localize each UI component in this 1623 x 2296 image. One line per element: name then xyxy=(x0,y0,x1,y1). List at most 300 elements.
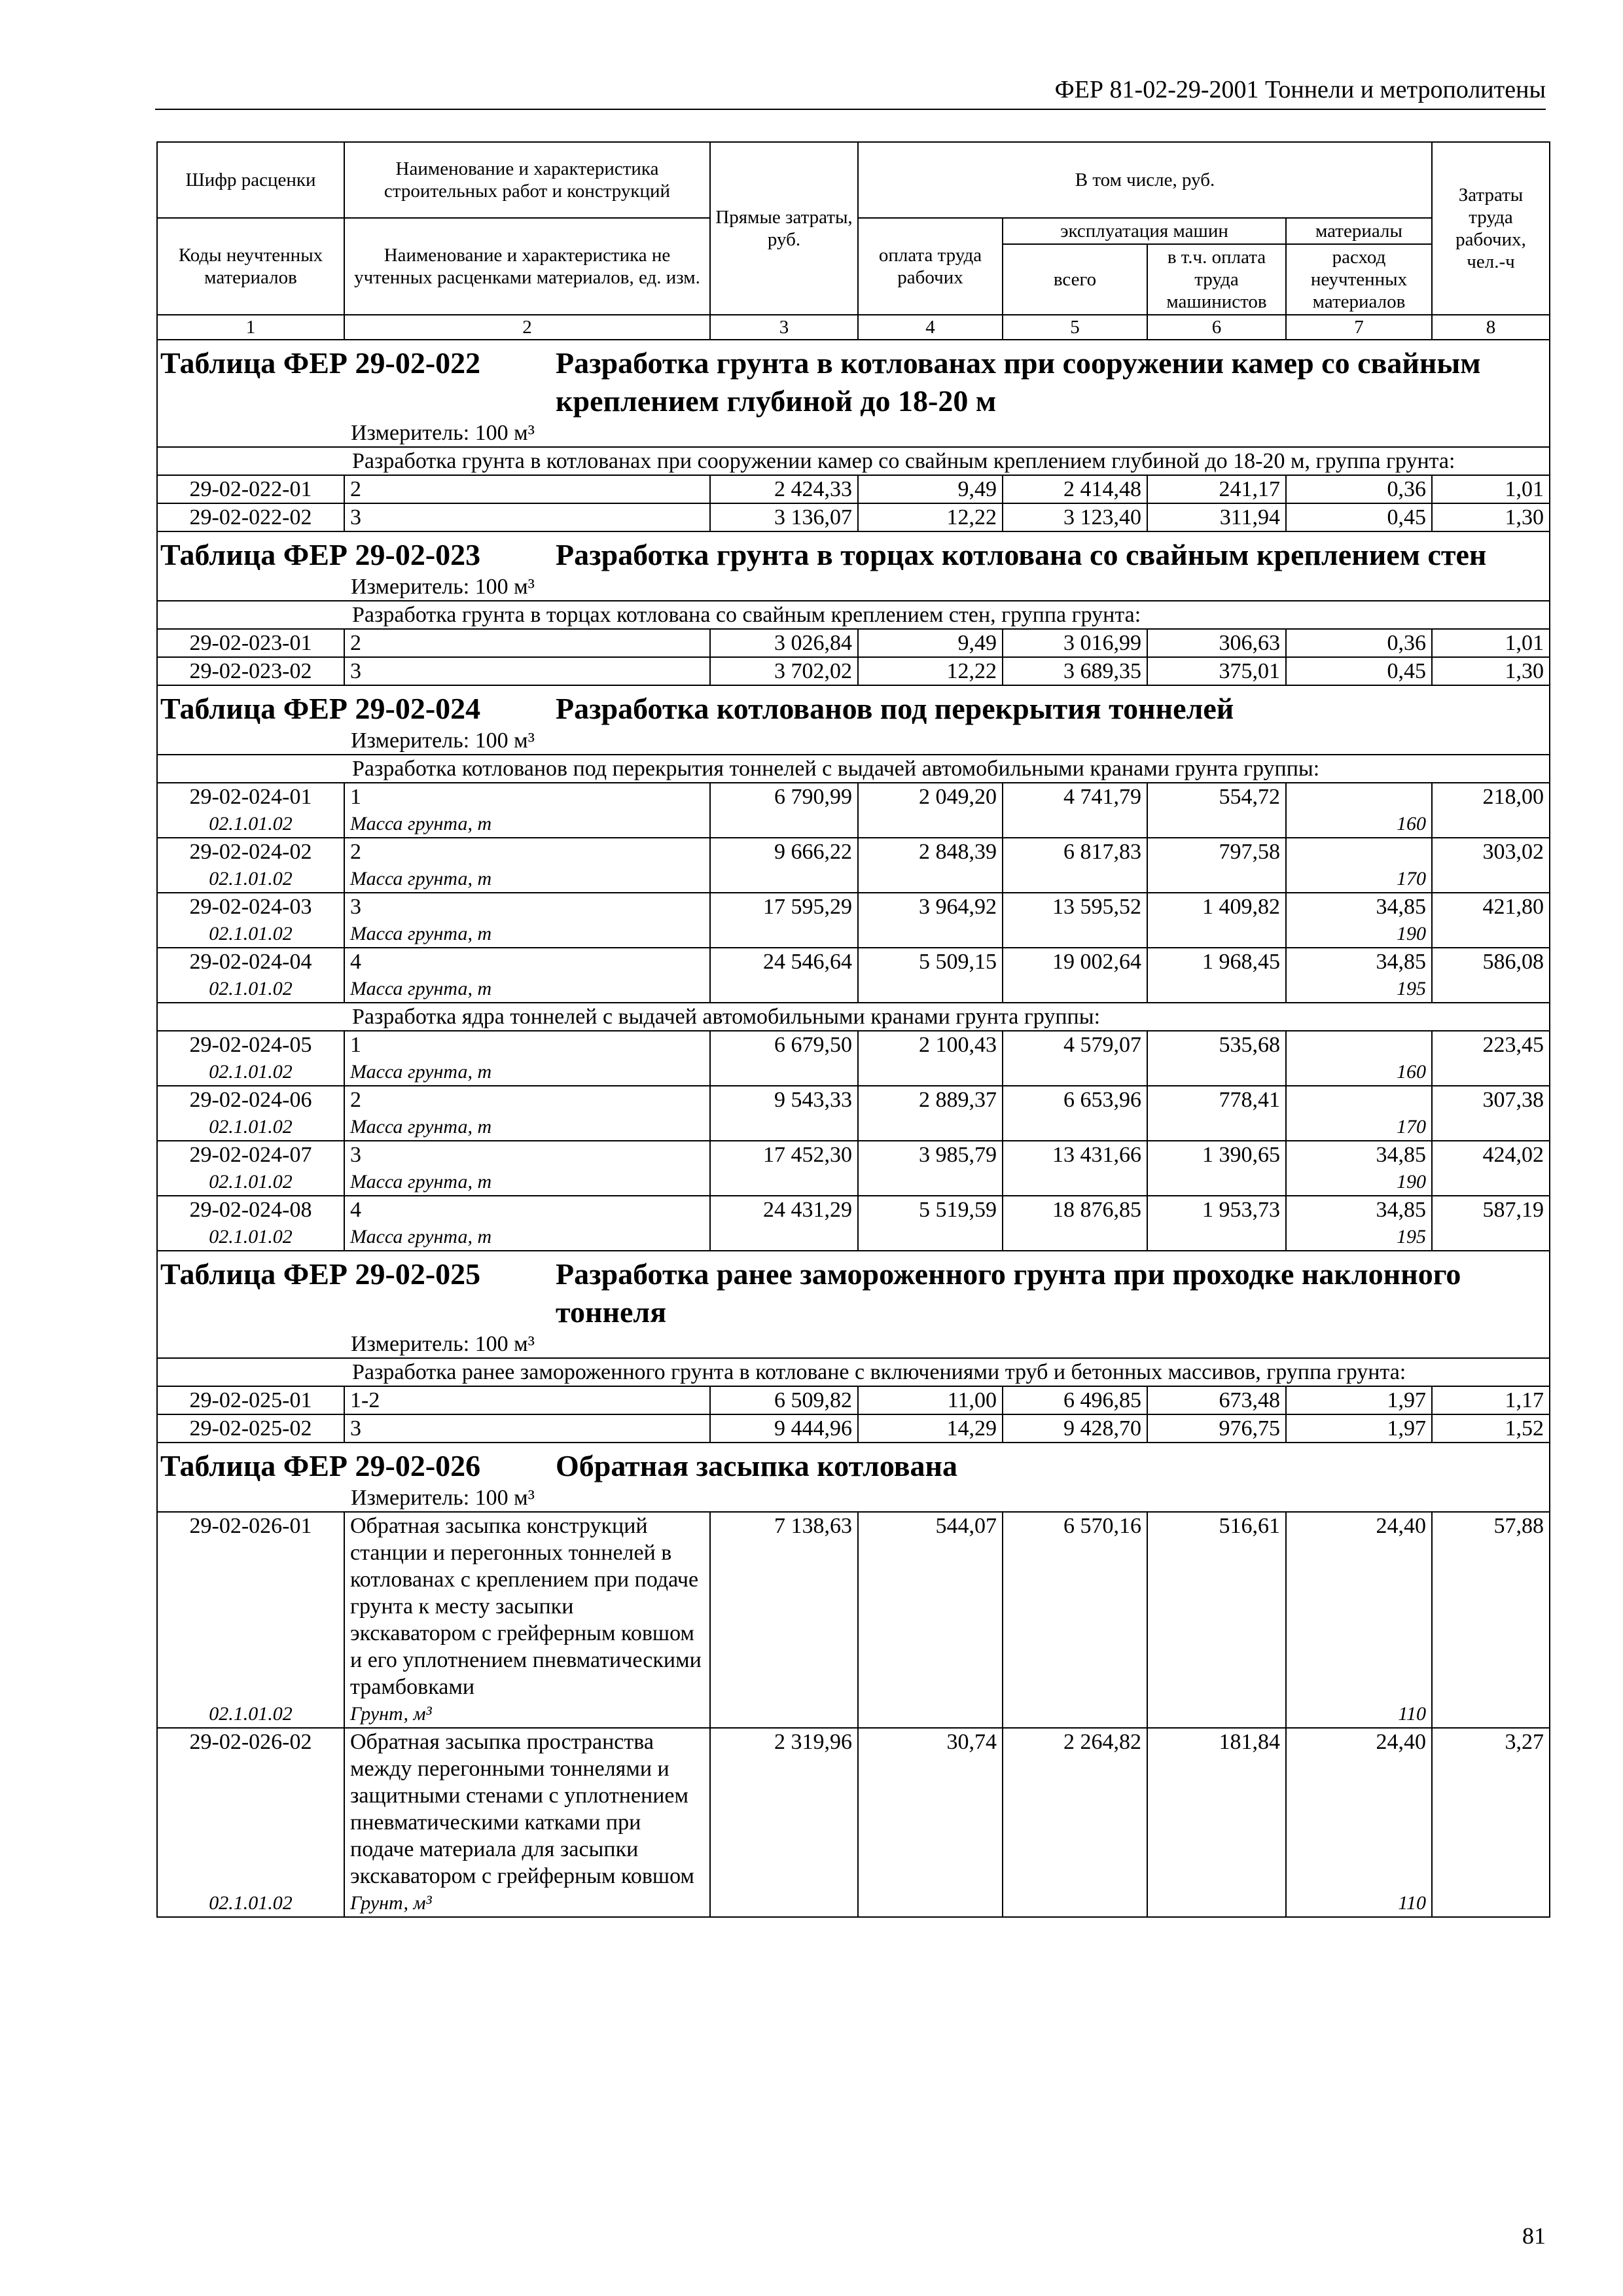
value-col-6-value: 1 409,82 xyxy=(1202,895,1280,919)
cell-content xyxy=(1153,1196,1280,1250)
value-col-8-value: 223,45 xyxy=(1482,1033,1544,1057)
col-header-material-names: Наименование и характеристика не учтенных расценками материалов, ед. изм. xyxy=(344,218,710,315)
table-title: Разработка ранее замороженного грунта при проходке наклонного тоннеля xyxy=(556,1257,1461,1329)
cell-content xyxy=(163,630,338,656)
section-title-row xyxy=(157,531,1550,601)
value-col-7 xyxy=(1286,1196,1432,1251)
col-header-machines-total: всего xyxy=(1003,244,1147,315)
cell-content xyxy=(716,1196,852,1250)
value-col-5-value: 3 689,35 xyxy=(1063,659,1141,683)
col-header-machinist-wages: в т.ч. оплата труда машинистов xyxy=(1147,244,1286,315)
work-name xyxy=(344,503,710,531)
cell-content xyxy=(1438,1387,1544,1414)
work-name-value: 3 xyxy=(350,1143,361,1167)
value-col-6 xyxy=(1147,629,1286,657)
cell-content xyxy=(716,1729,852,1916)
value-col-7-value: 34,85 xyxy=(1376,1143,1426,1167)
value-col-7 xyxy=(1286,1728,1432,1917)
value-col-7-value: 0,45 xyxy=(1387,505,1426,529)
cell-content xyxy=(163,476,338,503)
value-col-7-material: 195 xyxy=(1397,978,1426,999)
cell-content xyxy=(864,1086,997,1140)
value-col-6-value: 797,58 xyxy=(1219,840,1280,864)
work-name xyxy=(344,1414,710,1443)
rate-code-material: 02.1.01.02 xyxy=(209,1892,293,1914)
cell-content xyxy=(163,1141,338,1195)
cell-content xyxy=(716,1513,852,1727)
cell-content xyxy=(1438,1141,1544,1195)
rate-code-value: 29-02-025-01 xyxy=(189,1388,312,1412)
measure-unit: Измеритель: 100 м³ xyxy=(351,421,535,445)
value-col-3 xyxy=(710,1728,858,1917)
value-col-8-value: 1,52 xyxy=(1505,1416,1544,1441)
work-name-value: 2 xyxy=(350,1088,361,1112)
rate-code-value: 29-02-024-03 xyxy=(189,895,312,919)
rate-code-material: 02.1.01.02 xyxy=(209,1171,293,1193)
col-header-materials: материалы xyxy=(1286,218,1432,244)
value-col-6-value: 241,17 xyxy=(1219,477,1280,501)
work-name-value: 4 xyxy=(350,1198,361,1222)
cell-content xyxy=(350,1513,704,1727)
rate-code xyxy=(157,948,344,1003)
value-col-6-value: 1 968,45 xyxy=(1202,950,1280,974)
section-title-row xyxy=(157,1251,1550,1358)
value-col-7-material: 170 xyxy=(1397,868,1426,889)
value-col-4 xyxy=(858,475,1003,503)
cell-content xyxy=(163,1387,338,1414)
section-heading xyxy=(160,536,1546,574)
value-col-3-value: 17 452,30 xyxy=(763,1143,852,1167)
value-col-5-value: 3 123,40 xyxy=(1063,505,1141,529)
work-name-value: Обратная засыпка конструкций станции и перегонных тоннелей в котлованах с креплением при подаче грунта к месту засыпки экскаватором с грейферным ковшом и его уплотнением пневматическими трамбовками xyxy=(350,1514,702,1699)
value-col-3-value: 3 026,84 xyxy=(774,631,852,655)
value-col-8 xyxy=(1432,783,1550,838)
value-col-5 xyxy=(1003,657,1147,685)
value-col-6 xyxy=(1147,1196,1286,1251)
rate-code xyxy=(157,1031,344,1086)
cell-content xyxy=(864,1196,997,1250)
value-col-7 xyxy=(1286,893,1432,948)
value-col-7-material: 170 xyxy=(1397,1116,1426,1138)
cell-content xyxy=(163,838,338,892)
value-col-4-value: 2 889,37 xyxy=(919,1088,997,1112)
price-table xyxy=(156,141,1550,1918)
value-col-3-value: 2 424,33 xyxy=(774,477,852,501)
value-col-4-value: 14,29 xyxy=(946,1416,997,1441)
cell-content xyxy=(864,893,997,947)
value-col-4 xyxy=(858,1141,1003,1196)
value-col-7 xyxy=(1286,1086,1432,1141)
table-code: Таблица ФЕР 29-02-023 xyxy=(160,538,481,571)
running-header: ФЕР 81-02-29-2001 Тоннели и метрополитены xyxy=(155,73,1546,110)
value-col-8-value: 218,00 xyxy=(1482,785,1544,809)
work-name-material: Масса грунта, т xyxy=(350,1171,492,1193)
cell-content xyxy=(1153,1086,1280,1140)
value-col-3-value: 7 138,63 xyxy=(774,1514,852,1538)
cell-content xyxy=(716,1141,852,1195)
cell-content xyxy=(1153,1729,1280,1916)
value-col-6 xyxy=(1147,783,1286,838)
cell-content xyxy=(1008,783,1141,837)
value-col-7 xyxy=(1286,1031,1432,1086)
cell-content xyxy=(163,893,338,947)
cell-content xyxy=(864,1387,997,1414)
work-name xyxy=(344,1031,710,1086)
cell-content xyxy=(1008,893,1141,947)
col-header-material-usage: расход неучтенных материалов xyxy=(1286,244,1432,315)
value-col-6 xyxy=(1147,475,1286,503)
rate-code xyxy=(157,1512,344,1728)
value-col-6-value: 976,75 xyxy=(1219,1416,1280,1441)
cell-content xyxy=(163,948,338,1002)
cell-content xyxy=(350,476,704,503)
cell-content xyxy=(1292,1086,1426,1140)
value-col-8-value: 424,02 xyxy=(1482,1143,1544,1167)
value-col-4 xyxy=(858,1086,1003,1141)
work-name-value: 3 xyxy=(350,1416,361,1441)
work-name xyxy=(344,629,710,657)
cell-content xyxy=(1438,783,1544,837)
value-col-5-value: 6 496,85 xyxy=(1063,1388,1141,1412)
work-name xyxy=(344,1728,710,1917)
value-col-4-value: 30,74 xyxy=(946,1730,997,1754)
cell-content xyxy=(1008,1729,1141,1916)
value-col-8 xyxy=(1432,657,1550,685)
value-col-5 xyxy=(1003,948,1147,1003)
value-col-5 xyxy=(1003,1512,1147,1728)
cell-content xyxy=(163,1086,338,1140)
cell-content xyxy=(1438,1729,1544,1916)
rate-code-value: 29-02-024-08 xyxy=(189,1198,312,1222)
value-col-3-value: 24 431,29 xyxy=(763,1198,852,1222)
value-col-3-value: 3 702,02 xyxy=(774,659,852,683)
work-name-material: Грунт, м³ xyxy=(350,1703,432,1725)
value-col-6 xyxy=(1147,1728,1286,1917)
value-col-7-value: 1,97 xyxy=(1387,1388,1426,1412)
cell-content xyxy=(1153,1141,1280,1195)
cell-content xyxy=(1008,948,1141,1002)
value-col-5 xyxy=(1003,783,1147,838)
value-col-5-value: 9 428,70 xyxy=(1063,1416,1141,1441)
cell-content xyxy=(716,1086,852,1140)
cell-content xyxy=(864,630,997,656)
cell-content xyxy=(350,783,704,837)
rate-code-material: 02.1.01.02 xyxy=(209,868,293,889)
rate-code-material: 02.1.01.02 xyxy=(209,1116,293,1138)
value-col-6-value: 516,61 xyxy=(1219,1514,1280,1538)
value-col-8 xyxy=(1432,1141,1550,1196)
col-header-code: Шифр расценки xyxy=(157,142,344,218)
section-heading xyxy=(160,1447,1546,1485)
cell-content xyxy=(1008,658,1141,685)
rate-code xyxy=(157,893,344,948)
value-col-8-value: 1,01 xyxy=(1505,631,1544,655)
cell-content xyxy=(864,838,997,892)
cell-content xyxy=(1292,948,1426,1002)
cell-content xyxy=(716,893,852,947)
section-heading xyxy=(160,690,1546,728)
value-col-4 xyxy=(858,783,1003,838)
table-row xyxy=(157,503,1550,531)
value-col-7-material: 190 xyxy=(1397,1171,1426,1193)
value-col-7-value: 34,85 xyxy=(1376,1198,1426,1222)
work-name xyxy=(344,948,710,1003)
cell-content xyxy=(350,838,704,892)
value-col-6-value: 535,68 xyxy=(1219,1033,1280,1057)
work-name-value: 2 xyxy=(350,631,361,655)
cell-content xyxy=(163,1513,338,1727)
rate-code-value: 29-02-023-01 xyxy=(189,631,312,655)
value-col-8 xyxy=(1432,838,1550,893)
table-row xyxy=(157,475,1550,503)
value-col-7-value: 34,85 xyxy=(1376,950,1426,974)
value-col-3 xyxy=(710,1196,858,1251)
rate-code-value: 29-02-024-04 xyxy=(189,950,312,974)
column-number: 7 xyxy=(1286,315,1432,340)
value-col-6 xyxy=(1147,1141,1286,1196)
value-col-5 xyxy=(1003,1414,1147,1443)
value-col-5-value: 6 653,96 xyxy=(1063,1088,1141,1112)
work-name-value: 1-2 xyxy=(350,1388,380,1412)
value-col-7-material: 195 xyxy=(1397,1226,1426,1247)
table-row xyxy=(157,783,1550,838)
rate-code xyxy=(157,657,344,685)
cell-content xyxy=(1292,1196,1426,1250)
value-col-3 xyxy=(710,893,858,948)
value-col-4-value: 2 848,39 xyxy=(919,840,997,864)
cell-content xyxy=(864,1031,997,1085)
work-name xyxy=(344,1512,710,1728)
cell-content xyxy=(864,504,997,531)
value-col-6-value: 306,63 xyxy=(1219,631,1280,655)
column-number: 5 xyxy=(1003,315,1147,340)
section-title-cell xyxy=(157,531,1550,601)
cell-content xyxy=(1438,630,1544,656)
rate-code-material: 02.1.01.02 xyxy=(209,1703,293,1725)
rate-code-value: 29-02-024-05 xyxy=(189,1033,312,1057)
column-number: 4 xyxy=(858,315,1003,340)
rate-code xyxy=(157,1196,344,1251)
value-col-4-value: 544,07 xyxy=(935,1514,997,1538)
rate-code xyxy=(157,629,344,657)
value-col-3-value: 6 509,82 xyxy=(774,1388,852,1412)
work-name-material: Масса грунта, т xyxy=(350,868,492,889)
cell-content xyxy=(716,1387,852,1414)
cell-content xyxy=(1008,1387,1141,1414)
value-col-3 xyxy=(710,838,858,893)
value-col-3 xyxy=(710,475,858,503)
value-col-8 xyxy=(1432,1031,1550,1086)
value-col-5 xyxy=(1003,1728,1147,1917)
work-name-material: Масса грунта, т xyxy=(350,1061,492,1083)
group-description-row xyxy=(157,1003,1550,1031)
value-col-7 xyxy=(1286,948,1432,1003)
work-name-value: 2 xyxy=(350,840,361,864)
measure-unit: Измеритель: 100 м³ xyxy=(351,728,535,753)
col-header-material-codes: Коды неучтенных материалов xyxy=(157,218,344,315)
value-col-6 xyxy=(1147,1414,1286,1443)
cell-content xyxy=(1438,658,1544,685)
value-col-6-value: 554,72 xyxy=(1219,785,1280,809)
cell-content xyxy=(1292,893,1426,947)
value-col-4-value: 3 985,79 xyxy=(919,1143,997,1167)
value-col-7 xyxy=(1286,503,1432,531)
table-title: Разработка грунта в котлованах при сооружении камер со свайным креплением глубиной до 18-20 м xyxy=(556,346,1481,418)
value-col-4-value: 5 519,59 xyxy=(919,1198,997,1222)
work-name-value: 2 xyxy=(350,477,361,501)
group-description: Разработка грунта в котлованах при сооружении камер со свайным креплением глубиной до 18-20 м, группа грунта: xyxy=(157,447,1550,475)
value-col-7 xyxy=(1286,629,1432,657)
work-name xyxy=(344,838,710,893)
value-col-8-value: 587,19 xyxy=(1482,1198,1544,1222)
value-col-8-value: 1,17 xyxy=(1505,1388,1544,1412)
value-col-6 xyxy=(1147,948,1286,1003)
col-header-including: В том числе, руб. xyxy=(858,142,1432,218)
cell-content xyxy=(350,1086,704,1140)
value-col-5 xyxy=(1003,1196,1147,1251)
col-header-wages: оплата труда рабочих xyxy=(858,218,1003,315)
value-col-4-value: 5 509,15 xyxy=(919,950,997,974)
cell-content xyxy=(864,1141,997,1195)
group-description-row xyxy=(157,601,1550,629)
value-col-7 xyxy=(1286,1512,1432,1728)
rate-code-material: 02.1.01.02 xyxy=(209,1061,293,1083)
value-col-7-material: 110 xyxy=(1398,1892,1426,1914)
table-code: Таблица ФЕР 29-02-022 xyxy=(160,346,481,380)
value-col-5-value: 19 002,64 xyxy=(1052,950,1141,974)
section-title-cell xyxy=(157,1443,1550,1512)
value-col-7 xyxy=(1286,657,1432,685)
value-col-8-value: 3,27 xyxy=(1505,1730,1544,1754)
value-col-4-value: 3 964,92 xyxy=(919,895,997,919)
value-col-8-value: 57,88 xyxy=(1493,1514,1544,1538)
group-description-row xyxy=(157,447,1550,475)
cell-content xyxy=(1438,476,1544,503)
value-col-5 xyxy=(1003,1141,1147,1196)
cell-content xyxy=(163,1031,338,1085)
column-number: 8 xyxy=(1432,315,1550,340)
table-row xyxy=(157,1512,1550,1728)
rate-code xyxy=(157,1086,344,1141)
value-col-7-value: 24,40 xyxy=(1376,1514,1426,1538)
cell-content xyxy=(1008,1086,1141,1140)
rate-code xyxy=(157,1728,344,1917)
value-col-3-value: 6 679,50 xyxy=(774,1033,852,1057)
rate-code-value: 29-02-024-02 xyxy=(189,840,312,864)
rate-code xyxy=(157,838,344,893)
cell-content xyxy=(350,658,704,685)
cell-content xyxy=(163,1196,338,1250)
value-col-4-value: 12,22 xyxy=(946,505,997,529)
rate-code-value: 29-02-024-01 xyxy=(189,785,312,809)
value-col-3-value: 2 319,96 xyxy=(774,1730,852,1754)
value-col-4-value: 12,22 xyxy=(946,659,997,683)
cell-content xyxy=(350,504,704,531)
value-col-5 xyxy=(1003,1086,1147,1141)
rate-code xyxy=(157,1141,344,1196)
cell-content xyxy=(1153,630,1280,656)
value-col-6 xyxy=(1147,893,1286,948)
rate-code-material: 02.1.01.02 xyxy=(209,978,293,999)
value-col-5-value: 4 741,79 xyxy=(1063,785,1141,809)
section-title-cell xyxy=(157,685,1550,755)
value-col-4 xyxy=(858,657,1003,685)
value-col-3 xyxy=(710,1031,858,1086)
value-col-6 xyxy=(1147,1031,1286,1086)
value-col-4 xyxy=(858,1031,1003,1086)
cell-content xyxy=(1008,504,1141,531)
value-col-8-value: 307,38 xyxy=(1482,1088,1544,1112)
table-row xyxy=(157,1086,1550,1141)
value-col-3-value: 3 136,07 xyxy=(774,505,852,529)
cell-content xyxy=(716,476,852,503)
cell-content xyxy=(163,783,338,837)
work-name-material: Грунт, м³ xyxy=(350,1892,432,1914)
cell-content xyxy=(163,658,338,685)
table-row xyxy=(157,1414,1550,1443)
rate-code-value: 29-02-023-02 xyxy=(189,659,312,683)
value-col-8-value: 1,30 xyxy=(1505,659,1544,683)
table-title: Обратная засыпка котлована xyxy=(556,1449,958,1482)
rate-code xyxy=(157,503,344,531)
value-col-3 xyxy=(710,1512,858,1728)
column-number: 6 xyxy=(1147,315,1286,340)
value-col-6 xyxy=(1147,1086,1286,1141)
value-col-5-value: 6 570,16 xyxy=(1063,1514,1141,1538)
value-col-5-value: 13 431,66 xyxy=(1052,1143,1141,1167)
value-col-6 xyxy=(1147,657,1286,685)
value-col-6 xyxy=(1147,503,1286,531)
value-col-5 xyxy=(1003,1031,1147,1086)
value-col-3-value: 9 666,22 xyxy=(774,840,852,864)
value-col-7 xyxy=(1286,783,1432,838)
value-col-4 xyxy=(858,1196,1003,1251)
rate-code xyxy=(157,475,344,503)
value-col-8 xyxy=(1432,1086,1550,1141)
value-col-8 xyxy=(1432,475,1550,503)
value-col-4-value: 9,49 xyxy=(957,477,997,501)
cell-content xyxy=(163,1415,338,1442)
section-title-row xyxy=(157,1443,1550,1512)
value-col-8-value: 421,80 xyxy=(1482,895,1544,919)
table-title: Разработка котлованов под перекрытия тоннелей xyxy=(556,692,1234,725)
value-col-5-value: 3 016,99 xyxy=(1063,631,1141,655)
work-name-material: Масса грунта, т xyxy=(350,813,492,834)
group-description: Разработка ядра тоннелей с выдачей автомобильными кранами грунта группы: xyxy=(157,1003,1550,1031)
col-header-labor: Затраты труда рабочих, чел.-ч xyxy=(1432,142,1550,315)
work-name xyxy=(344,893,710,948)
cell-content xyxy=(716,1031,852,1085)
value-col-6-value: 1 953,73 xyxy=(1202,1198,1280,1222)
cell-content xyxy=(1292,1031,1426,1085)
table-code: Таблица ФЕР 29-02-026 xyxy=(160,1449,481,1482)
cell-content xyxy=(1153,893,1280,947)
work-name xyxy=(344,657,710,685)
work-name-value: 3 xyxy=(350,659,361,683)
value-col-7-value: 0,36 xyxy=(1387,477,1426,501)
table-row xyxy=(157,838,1550,893)
rate-code-value: 29-02-026-01 xyxy=(189,1514,312,1538)
cell-content xyxy=(350,948,704,1002)
col-header-machines: эксплуатация машин xyxy=(1003,218,1286,244)
table-row xyxy=(157,1196,1550,1251)
value-col-8-value: 303,02 xyxy=(1482,840,1544,864)
work-name-value: Обратная засыпка пространства между перегонными тоннелями и защитными стенами с уплотнением пневматическими катками при подаче материала для засыпки экскаватором с грейферным ковшом xyxy=(350,1730,694,1888)
cell-content xyxy=(350,1729,704,1916)
cell-content xyxy=(350,1387,704,1414)
cell-content xyxy=(1438,1086,1544,1140)
cell-content xyxy=(1153,1387,1280,1414)
